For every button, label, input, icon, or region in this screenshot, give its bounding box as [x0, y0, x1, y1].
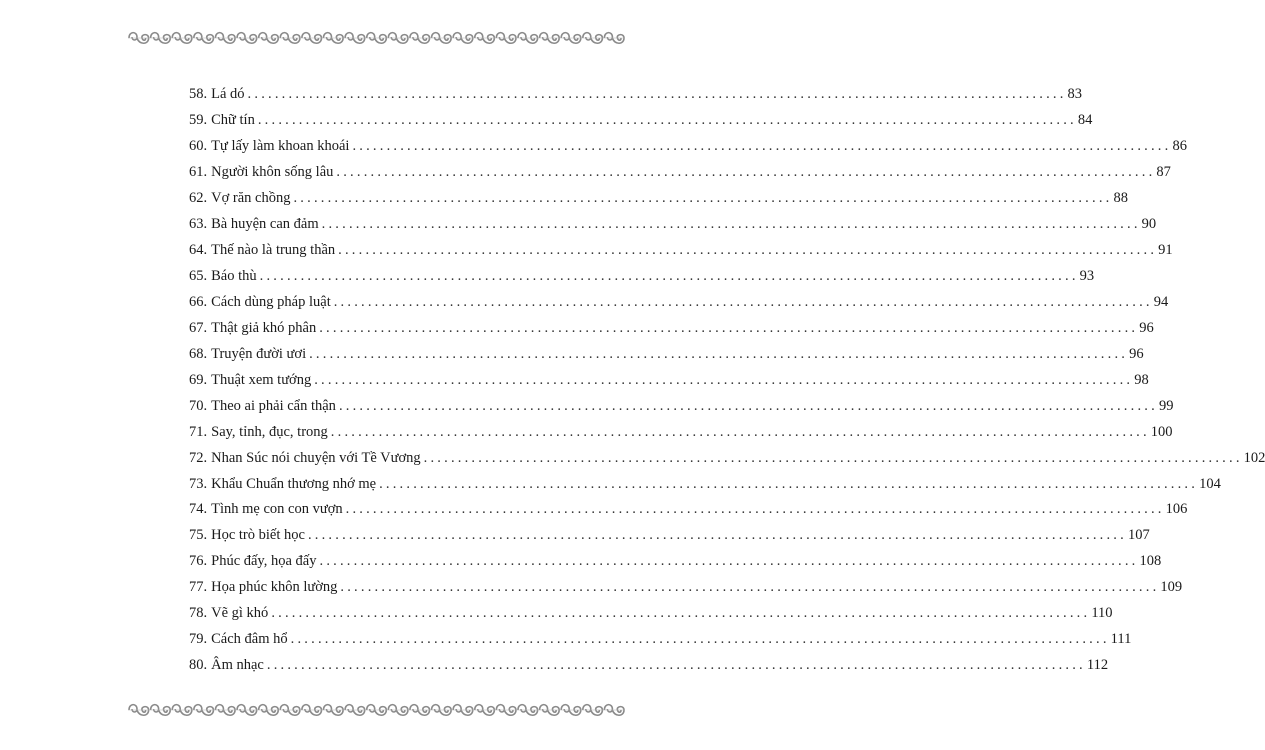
- toc-entry-page: 94: [1153, 293, 1169, 310]
- toc-entry-title: Chữ tín: [211, 112, 255, 129]
- toc-entry-page: 110: [1091, 605, 1113, 622]
- toc-entry-page: 112: [1086, 657, 1109, 674]
- toc-entry-title: Tình mẹ con con vượn: [211, 501, 343, 518]
- toc-entry-title: Phúc đấy, họa đấy: [211, 553, 317, 570]
- dot-leader: ........................................................................................................................: [423, 449, 1243, 466]
- toc-entry-page: 102: [1243, 449, 1265, 466]
- toc-entry: [189, 290, 1169, 316]
- toc-entry-page: 106: [1165, 501, 1188, 518]
- toc-entry: [189, 212, 1157, 238]
- toc-entry: [189, 445, 1265, 471]
- toc-entry: [189, 523, 1150, 549]
- toc-entry-number: 78.: [189, 605, 208, 622]
- toc-entry-number: 71.: [189, 423, 208, 440]
- toc-entry-number: 74.: [189, 501, 208, 518]
- dot-leader: ........................................................................................................................: [336, 164, 1156, 181]
- dot-leader: ........................................................................................................................: [290, 631, 1110, 648]
- toc-entry: [189, 238, 1173, 264]
- toc-entry-number: 64.: [189, 242, 208, 259]
- dot-leader: ........................................................................................................................: [293, 190, 1113, 207]
- dot-leader: ........................................................................................................................: [307, 527, 1127, 544]
- scroll-ornament-icon: [128, 28, 625, 48]
- toc-entry-number: 77.: [189, 579, 208, 596]
- toc-entry-page: 88: [1113, 190, 1128, 207]
- toc-entry: [189, 341, 1144, 367]
- dot-leader: ........................................................................................................................: [259, 268, 1079, 285]
- toc-entry-page: 91: [1158, 242, 1173, 259]
- toc-entry-title: Say, tỉnh, đục, trong: [211, 423, 328, 440]
- toc-entry-title: Thật giả khó phân: [211, 319, 317, 336]
- toc-entry-title: Nhan Súc nói chuyện với Tề Vương: [211, 449, 421, 466]
- toc-entry-page: 96: [1139, 319, 1154, 336]
- toc-entry-page: 84: [1077, 112, 1093, 129]
- table-of-contents: [189, 82, 1265, 679]
- toc-entry-page: 86: [1172, 138, 1187, 155]
- toc-entry: [189, 264, 1095, 290]
- toc-entry-number: 70.: [189, 397, 208, 414]
- decorative-border-bottom: [128, 700, 625, 720]
- toc-entry-page: 83: [1067, 86, 1083, 103]
- toc-entry-page: 104: [1199, 475, 1221, 492]
- toc-entry-title: Thuật xem tướng: [211, 371, 312, 388]
- toc-entry-number: 69.: [189, 371, 208, 388]
- toc-entry-number: 76.: [189, 553, 208, 570]
- toc-entry-page: 98: [1134, 371, 1149, 388]
- dot-leader: ........................................................................................................................: [379, 475, 1199, 492]
- toc-entry: [189, 653, 1109, 679]
- toc-entry-number: 79.: [189, 631, 208, 648]
- toc-entry-number: 80.: [189, 657, 208, 674]
- toc-entry-page: 107: [1127, 527, 1150, 544]
- dot-leader: ........................................................................................................................: [319, 553, 1139, 570]
- toc-entry: [189, 601, 1113, 627]
- decorative-border-top: [128, 28, 625, 48]
- dot-leader: ........................................................................................................................: [345, 501, 1165, 518]
- toc-entry-title: Người khôn sống lâu: [211, 164, 334, 181]
- toc-entry-number: 65.: [189, 268, 208, 285]
- toc-entry-number: 67.: [189, 319, 208, 336]
- toc-entry-title: Khẩu Chuẩn thương nhớ mẹ: [211, 475, 377, 492]
- toc-entry-page: 96: [1129, 345, 1144, 362]
- toc-entry: [189, 393, 1174, 419]
- toc-entry-page: 87: [1156, 164, 1171, 181]
- toc-entry: [189, 367, 1149, 393]
- toc-entry: [189, 82, 1083, 108]
- toc-entry-page: 100: [1150, 423, 1173, 440]
- toc-entry-page: 93: [1079, 268, 1095, 285]
- toc-entry-number: 59.: [189, 112, 208, 129]
- toc-entry: [189, 186, 1128, 212]
- toc-entry: [189, 419, 1173, 445]
- dot-leader: ........................................................................................................................: [352, 138, 1172, 155]
- toc-entry-number: 62.: [189, 190, 208, 207]
- toc-entry-title: Lá dó: [211, 86, 245, 103]
- toc-entry-number: 75.: [189, 527, 208, 544]
- toc-entry-title: Bà huyện can đảm: [211, 216, 319, 233]
- toc-entry-number: 73.: [189, 475, 208, 492]
- toc-entry-title: Truyện đười ươi: [211, 345, 307, 362]
- toc-entry: [189, 315, 1154, 341]
- toc-entry: [189, 627, 1132, 653]
- dot-leader: ........................................................................................................................: [271, 605, 1091, 622]
- toc-entry-title: Cách đâm hổ: [211, 631, 288, 648]
- toc-entry-title: Theo ai phải cẩn thận: [211, 397, 336, 414]
- toc-entry-number: 72.: [189, 449, 208, 466]
- dot-leader: ........................................................................................................................: [333, 293, 1153, 310]
- toc-entry-number: 58.: [189, 86, 208, 103]
- toc-entry: [189, 549, 1162, 575]
- dot-leader: ........................................................................................................................: [247, 86, 1067, 103]
- toc-entry: [189, 134, 1187, 160]
- toc-entry-title: Vẽ gì khó: [211, 605, 269, 622]
- toc-entry-number: 66.: [189, 293, 208, 310]
- dot-leader: ........................................................................................................................: [309, 345, 1129, 362]
- dot-leader: ........................................................................................................................: [266, 657, 1086, 674]
- toc-entry-title: Báo thù: [211, 268, 257, 285]
- toc-entry-page: 108: [1139, 553, 1162, 570]
- dot-leader: ........................................................................................................................: [319, 319, 1139, 336]
- dot-leader: ........................................................................................................................: [338, 397, 1158, 414]
- toc-entry-page: 90: [1141, 216, 1157, 233]
- toc-entry: [189, 108, 1093, 134]
- toc-entry-number: 60.: [189, 138, 208, 155]
- dot-leader: ........................................................................................................................: [338, 242, 1158, 259]
- toc-entry-title: Tự lấy làm khoan khoái: [211, 138, 350, 155]
- toc-entry-title: Họa phúc khôn lường: [211, 579, 338, 596]
- toc-entry-title: Vợ răn chồng: [211, 190, 291, 207]
- toc-entry-number: 68.: [189, 345, 208, 362]
- toc-entry: [189, 471, 1221, 497]
- dot-leader: ........................................................................................................................: [321, 216, 1141, 233]
- dot-leader: ........................................................................................................................: [314, 371, 1134, 388]
- toc-entry-title: Cách dùng pháp luật: [211, 293, 331, 310]
- dot-leader: ........................................................................................................................: [340, 579, 1160, 596]
- toc-entry-title: Âm nhạc: [211, 657, 264, 674]
- dot-leader: ........................................................................................................................: [330, 423, 1150, 440]
- toc-entry-title: Học trò biết học: [211, 527, 305, 544]
- toc-entry: [189, 575, 1183, 601]
- toc-entry: [189, 497, 1188, 523]
- scroll-ornament-icon: [128, 700, 625, 720]
- toc-entry-number: 63.: [189, 216, 208, 233]
- toc-entry-page: 99: [1158, 397, 1174, 414]
- toc-entry-page: 109: [1160, 579, 1183, 596]
- toc-entry-number: 61.: [189, 164, 208, 181]
- toc-entry-title: Thế nào là trung thần: [211, 242, 336, 259]
- toc-entry: [189, 160, 1171, 186]
- toc-entry-page: 111: [1110, 631, 1132, 648]
- dot-leader: ........................................................................................................................: [257, 112, 1077, 129]
